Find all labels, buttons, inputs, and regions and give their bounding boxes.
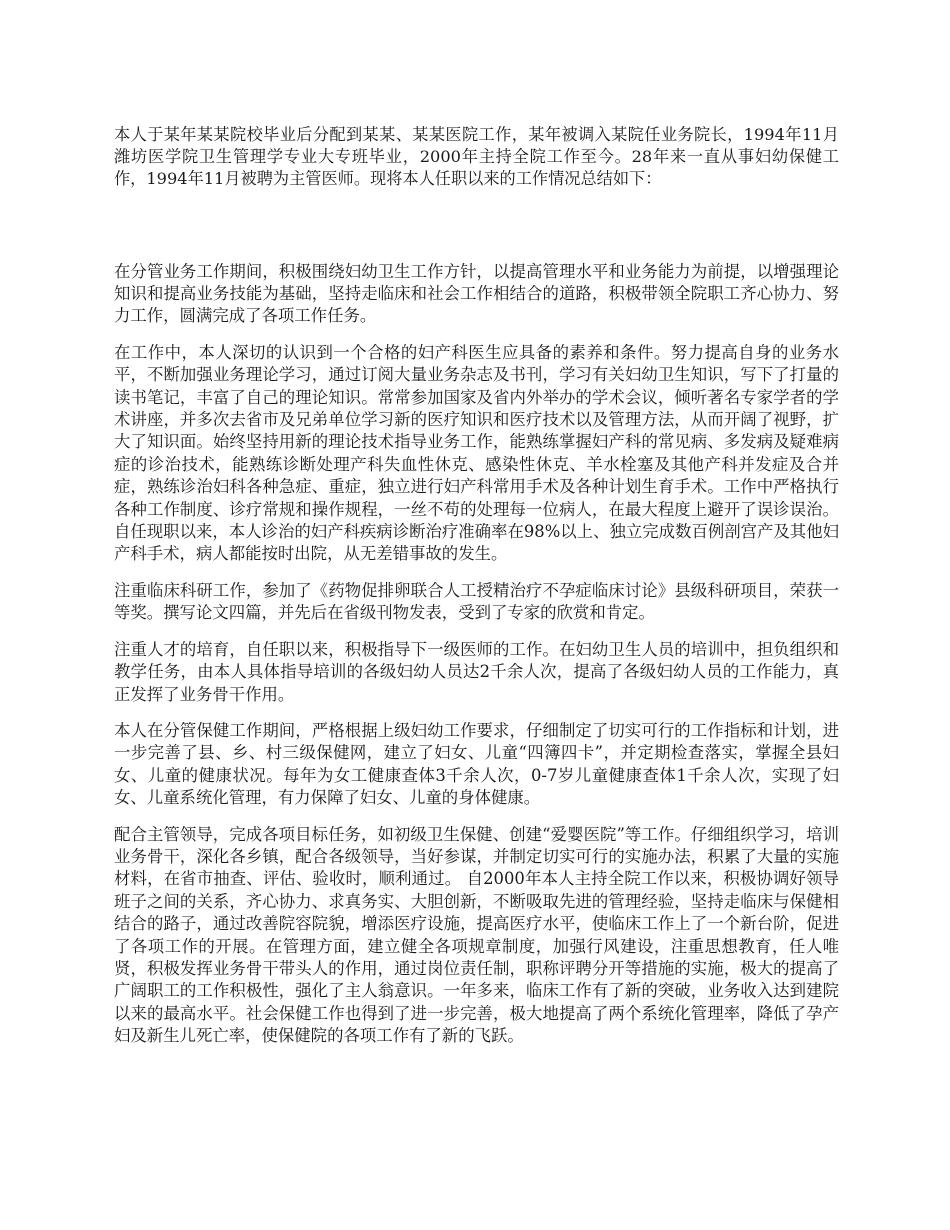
paragraph-management: 在分管业务工作期间，积极围绕妇幼卫生工作方针，以提高管理水平和业务能力为前提，以增强理论知识和提高业务技能为基础，坚持走临床和社会工作相结合的道路，积极带领全院职工齐心协力、努力工作，圆满完成了各项工作任务。 xyxy=(114,261,839,326)
paragraph-health-care: 本人在分管保健工作期间，严格根据上级妇幼工作要求，仔细制定了切实可行的工作指标和计划，进一步完善了县、乡、村三级保健网，建立了妇女、儿童“四簿四卡”，并定期检查落实，掌握全县妇女、儿童的健康状况。每年为女工健康查体3千余人次，0-7岁儿童健康查体1千余人次，实现了妇女、儿童系统化管理，有力保障了妇女、儿童的身体健康。 xyxy=(114,720,839,808)
document-body xyxy=(114,124,839,1062)
paragraph-training: 注重人才的培育，自任职以来，积极指导下一级医师的工作。在妇幼卫生人员的培训中，担负组织和教学任务，由本人具体指导培训的各级妇幼人员达2千余人次，提高了各级妇幼人员的工作能力，真正发挥了业务骨干作用。 xyxy=(114,639,839,704)
intro-paragraph: 本人于某年某某院校毕业后分配到某某、某某医院工作，某年被调入某院任业务院长，1994年11月潍坊医学院卫生管理学专业大专班毕业，2000年主持全院工作至今。28年来一直从事妇幼保健工作，1994年11月被聘为主管医师。现将本人任职以来的工作情况总结如下： xyxy=(114,125,839,189)
paragraph-leadership: 配合主管领导，完成各项目标任务，如初级卫生保健、创建“爱婴医院”等工作。仔细组织学习，培训业务骨干，深化各乡镇，配合各级领导，当好参谋，并制定切实可行的实施办法，积累了大量的实施材料，在省市抽查、评估、验收时，顺利通过。 自2000年本人主持全院工作以来，积极协调好领导班子之间的关系，齐心协力、求真务实、大胆创新，不断吸取先进的管理经验，坚持走临床与保健相结合的路子，通过改善院容院貌，增添医疗设施，提高医疗水平，使临床工作上了一个新台阶，促进了各项工作的开展。在管理方面，建立健全各项规章制度，加强行风建设，注重思想教育，任人唯贤，积极发挥业务骨干带头人的作用，通过岗位责任制，职称评聘分开等措施的实施，极大的提高了广阔职工的工作积极性，强化了主人翁意识。一年多来，临床工作有了新的突破，业务收入达到建院以来的最高水平。社会保健工作也得到了进一步完善，极大地提高了两个系统化管理率，降低了孕产妇及新生儿死亡率，使保健院的各项工作有了新的飞跃。 xyxy=(114,824,839,1046)
paragraph-professional-skills: 在工作中，本人深切的认识到一个合格的妇产科医生应具备的素养和条件。努力提高自身的业务水平，不断加强业务理论学习，通过订阅大量业务杂志及书刊，学习有关妇幼卫生知识，写下了打量的读书笔记，丰富了自己的理论知识。常常参加国家及省内外举办的学术会议，倾听著名专家学者的学术讲座，并多次去省市及兄弟单位学习新的医疗知识和医疗技术以及管理方法，从而开阔了视野，扩大了知识面。始终坚持用新的理论技术指导业务工作，能熟练掌握妇产科的常见病、多发病及疑难病症的诊治技术，能熟练诊断处理产科失血性休克、感染性休克、羊水栓塞及其他产科并发症及合并症，熟练诊治妇科各种急症、重症，独立进行妇产科常用手术及各种计划生育手术。工作中严格执行各种工作制度、诊疗常规和操作规程，一丝不苟的处理每一位病人，在最大程度上避开了误诊误治。自任现职以来，本人诊治的妇产科疾病诊断治疗准确率在98%以上、独立完成数百例剖宫产及其他妇产科手术，病人都能按时出院，从无差错事故的发生。 xyxy=(114,342,839,564)
section-gap xyxy=(114,191,839,261)
paragraph-research: 注重临床科研工作，参加了《药物促排卵联合人工授精治疗不孕症临床讨论》县级科研项目，荣获一等奖。撰写论文四篇，并先后在省级刊物发表，受到了专家的欣赏和肯定。 xyxy=(114,580,839,623)
